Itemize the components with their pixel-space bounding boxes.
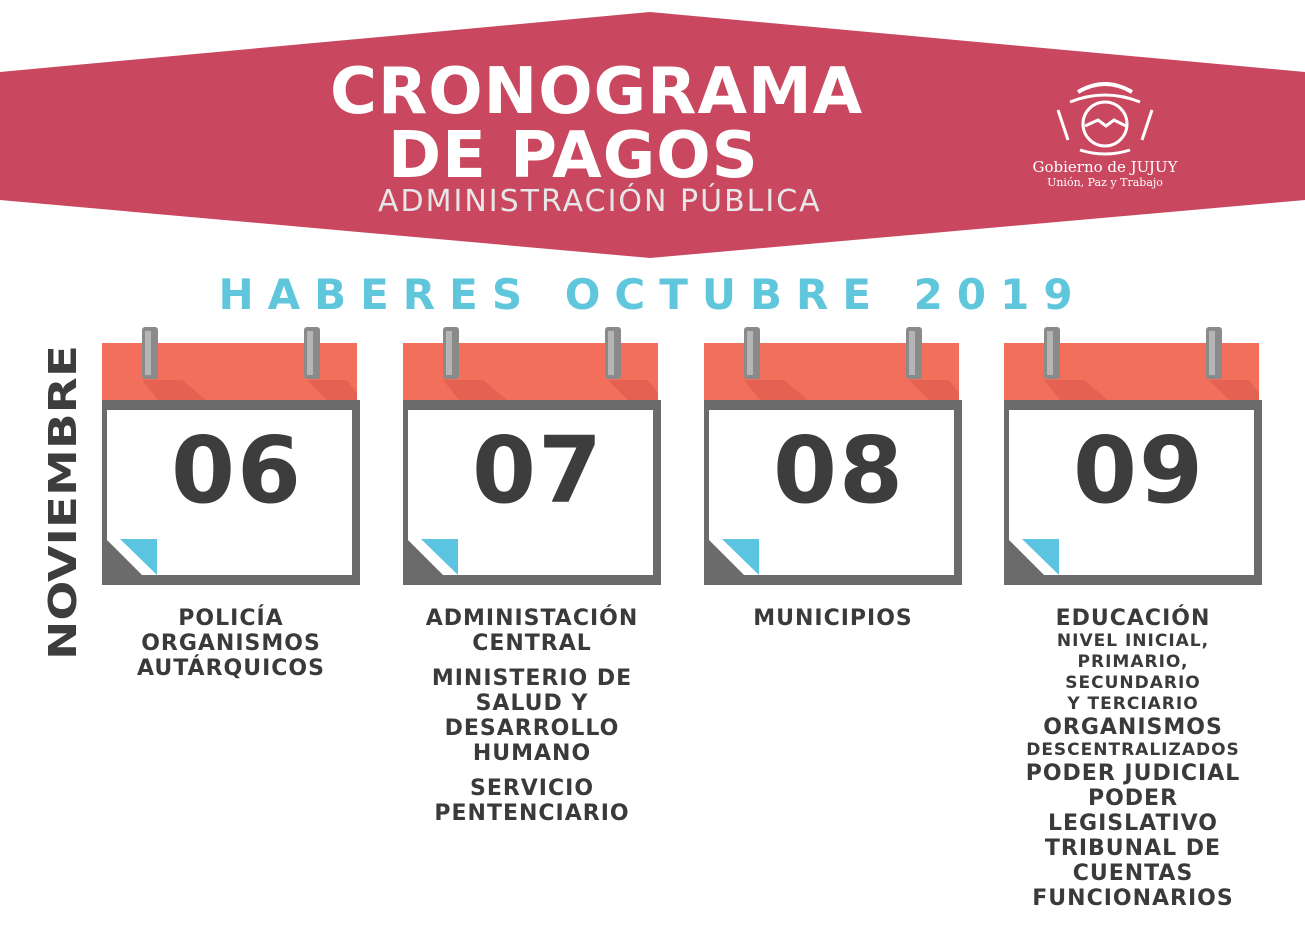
page-subtitle: ADMINISTRACIÓN PÚBLICA bbox=[378, 184, 822, 219]
group-item: FUNCIONARIOS bbox=[1032, 886, 1234, 911]
month-label bbox=[36, 340, 86, 660]
day-number: 07 bbox=[471, 417, 605, 524]
day-number: 06 bbox=[170, 417, 304, 524]
calendar-day-09 bbox=[1004, 325, 1262, 585]
group-list-07 bbox=[396, 606, 668, 826]
group-item: ORGANISMOS bbox=[141, 631, 321, 656]
title-line-1: CRONOGRAMA bbox=[330, 55, 864, 129]
calendar-day-06 bbox=[102, 325, 360, 585]
group-item: SERVICIO bbox=[469, 776, 595, 801]
group-item: PODER bbox=[1087, 786, 1179, 811]
day-number: 09 bbox=[1072, 417, 1206, 524]
group-item: HUMANO bbox=[472, 741, 592, 766]
calendar-day-07 bbox=[403, 325, 661, 585]
group-item: SALUD Y bbox=[475, 691, 589, 716]
title-line-2: DE PAGOS bbox=[388, 119, 759, 193]
group-item: PODER JUDICIAL bbox=[1025, 761, 1241, 786]
group-item: DESARROLLO bbox=[444, 716, 620, 741]
gobierno-logo bbox=[1005, 80, 1205, 200]
logo-motto: Unión, Paz y Trabajo bbox=[1047, 176, 1163, 189]
group-list-06 bbox=[102, 606, 360, 681]
group-subitem: NIVEL INICIAL, bbox=[1056, 631, 1210, 651]
group-item: EDUCACIÓN bbox=[1055, 606, 1211, 631]
page-title bbox=[330, 55, 970, 193]
group-list-09 bbox=[990, 606, 1276, 911]
group-subitem: Y TERCIARIO bbox=[1067, 694, 1199, 714]
group-subitem: DESCENTRALIZADOS bbox=[1026, 740, 1240, 760]
calendar-day-08 bbox=[704, 325, 962, 585]
group-item: POLICÍA bbox=[178, 606, 284, 631]
day-number: 08 bbox=[772, 417, 906, 524]
group-item: CUENTAS bbox=[1072, 861, 1194, 886]
group-item: CENTRAL bbox=[472, 631, 592, 656]
group-item: MUNICIPIOS bbox=[753, 606, 913, 631]
month-text: NOVIEMBRE bbox=[41, 405, 85, 660]
group-list-08 bbox=[704, 606, 962, 631]
group-item: LEGISLATIVO bbox=[1047, 811, 1218, 836]
group-item: MINISTERIO DE bbox=[431, 666, 633, 691]
group-item: TRIBUNAL DE bbox=[1044, 836, 1222, 861]
group-item: ORGANISMOS bbox=[1043, 715, 1223, 740]
period-heading: HABERES OCTUBRE 2019 bbox=[218, 270, 1087, 319]
group-subitem: SECUNDARIO bbox=[1065, 673, 1201, 693]
group-item: AUTÁRQUICOS bbox=[137, 656, 325, 681]
group-subitem: PRIMARIO, bbox=[1077, 652, 1189, 672]
logo-name: Gobierno de JUJUY bbox=[1032, 158, 1178, 176]
group-item: ADMINISTACIÓN bbox=[425, 606, 639, 631]
group-item: PENTENCIARIO bbox=[434, 801, 630, 826]
handshake-emblem-icon bbox=[1040, 80, 1170, 156]
